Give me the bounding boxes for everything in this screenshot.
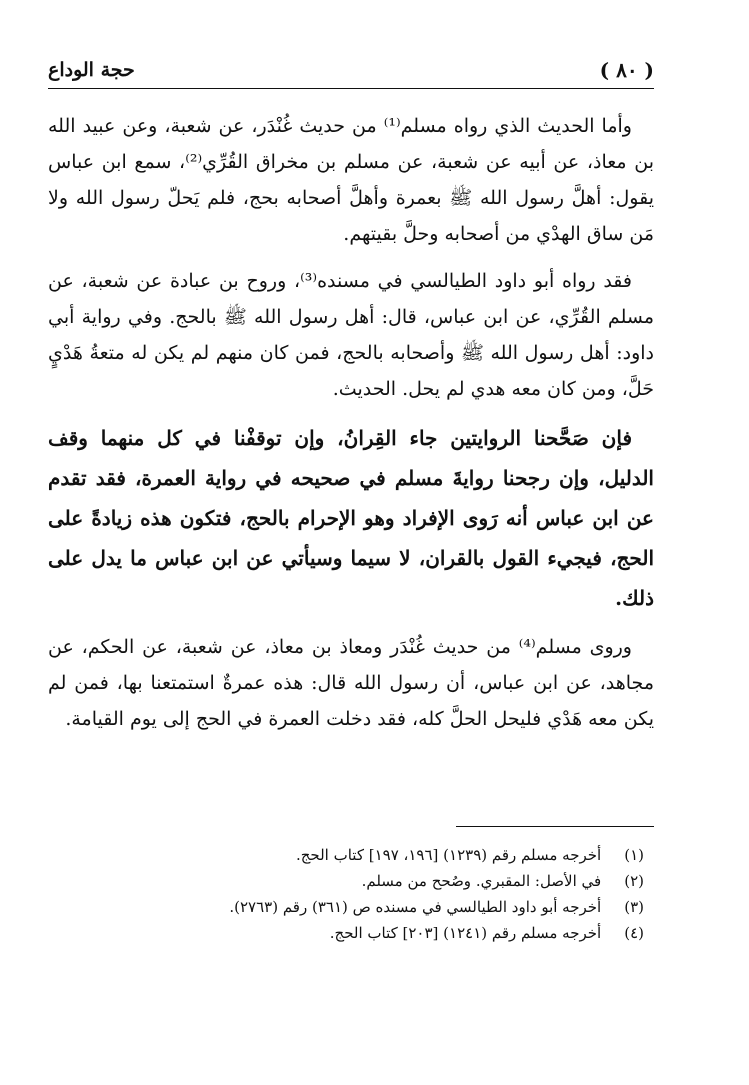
footnote-text: أخرجه أبو داود الطيالسي في مسنده ص (٣٦١) رقم (٢٧٦٣). — [229, 898, 602, 916]
footnotes — [48, 842, 654, 946]
footnote-text: أخرجه مسلم رقم (١٢٤١) [٢٠٣] كتاب الحج. — [329, 924, 602, 942]
footnote-mark: (٤) — [624, 924, 644, 942]
paragraph-1: وأما الحديث الذي رواه مسلم⁽¹⁾ من حديث غُنْدَر، عن شعبة، وعن عبيد الله بن معاذ، عن أبيه عن شعبة، عن مسلم بن مخراق القُرِّي⁽²⁾، سمع ابن عباس يقول: أهلَّ رسول الله ﷺ بعمرة وأهلَّ أصحابه بحج، فلم يَحلّ رسول الله ولا مَن ساق الهدْي من أصحابه وحلَّ بقيتهم. — [48, 115, 655, 245]
footnote-text: في الأصل: المقبري. وصُحح من مسلم. — [361, 872, 602, 890]
footnote-item — [48, 920, 654, 946]
footnote-item — [48, 842, 654, 868]
footnote-divider — [456, 826, 654, 827]
footnote-item — [48, 894, 654, 920]
footnote-text: أخرجه مسلم رقم (١٢٣٩) [١٩٦، ١٩٧] كتاب الحج. — [295, 846, 602, 864]
page-number: ( ٨٠ ) — [599, 58, 654, 82]
footnote-mark: (١) — [624, 846, 644, 864]
paragraph-4: وروى مسلم⁽⁴⁾ من حديث غُنْدَر ومعاذ بن معاذ، عن شعبة، عن الحكم، عن مجاهد، عن ابن عباس، أن رسول الله قال: هذه عمرةٌ استمتعنا بها، فمن لم يكن معه هَدْي فليحل الحلَّ كله، فقد دخلت العمرة في الحج إلى يوم القيامة. — [48, 636, 654, 730]
page-header — [48, 52, 654, 89]
footnote-item — [48, 868, 654, 894]
paragraph-2: فقد رواه أبو داود الطيالسي في مسنده⁽³⁾، وروح بن عبادة عن شعبة، عن مسلم القُرِّي، عن ابن عباس، قال: أهل رسول الله ﷺ بالحج. وفي رواية أبي داود: أهل رسول الله ﷺ وأصحابه بالحج، فمن كان منهم لم يكن له متعةُ هَدْيٍ حَلَّ، ومن كان معه هدي لم يحل. الحديث. — [48, 270, 654, 400]
footnote-mark: (٢) — [624, 872, 644, 890]
footnote-mark: (٣) — [624, 898, 644, 916]
main-text — [48, 108, 654, 748]
paragraph-3-bold: فإن صَحَّحنا الروايتين جاء القِرانُ، وإن توقفْنا في كل منهما وقف الدليل، وإن رجحنا روايةَ مسلم في صحيحه في رواية العمرة، فقد تقدم عن ابن عباس أنه رَوى الإفراد وهو الإحرام بالحج، فتكون هذه زيادةً على الحج، فيجيء القول بالقران، لا سيما وسيأتي عن ابن عباس ما يدل على ذلك. — [48, 426, 654, 610]
running-title: حجة الوداع — [48, 59, 135, 81]
